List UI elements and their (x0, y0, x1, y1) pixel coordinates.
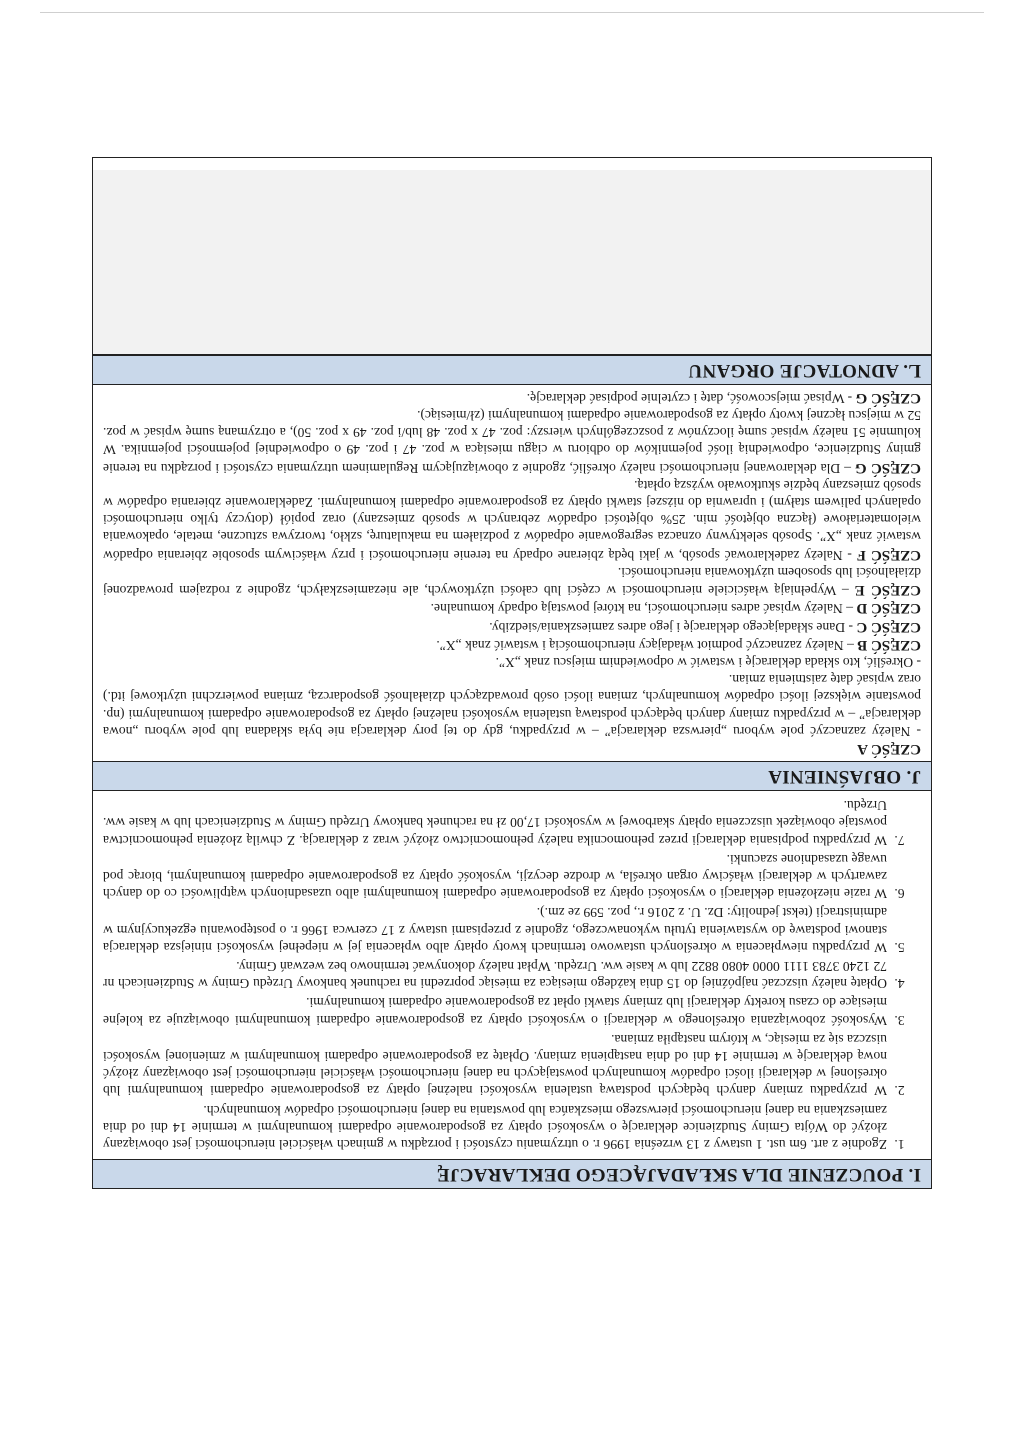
part-label: CZĘŚĆ F (856, 546, 921, 563)
instruction-item: 5. W przypadku niewpłacenia w określonych ustawowo terminach kwoty opłaty albo wpłacenia jej w niepełnej wysokości niniejsza deklaracja stanowi podstawę do wystawienia tytułu wykonawczego, zgodnie z przepisami ustawy z 17 czerwca 1966 r. o postępowaniu egzekucyjnym w administracji (tekst jednolity: Dz. U. z 2016 r., poz. 599 ze zm.). (103, 904, 891, 956)
instruction-item: 7. W przypadku podpisania deklaracji przez pełnomocnika należy pełnomocnictwo złożyć wraz z deklaracją. Z chwilą złożenia pełnomocnictwa powstaje obowiązek uiszczenia opłaty skarbowej w wysokości 17,00 zł na rachunek bankowy Urzędu Gminy w Studzienicach lub w kasie ww. Urzędu. (103, 797, 891, 849)
part-text: – Wypełniają właściciele nieruchomości w części lub całości użytkowych, ale niezamieszkałych, zgodnie z rodzajem prowadzonej działalności lub sposobem użytkowania nieruchomości. (103, 564, 921, 599)
part-d-explanation (103, 599, 921, 617)
part-text: - Wpisać miejscowość, datę i czytelnie podpisać deklarację. (526, 390, 856, 406)
part-text: – Dla deklarowanej nieruchomości należy określić, zgodnie z obowiązującym Regulaminem utrzymania czystości i porządku na terenie gminy Studzienice, odpowiednią ilość pojemników do odbioru w ciągu miesiąca w poz. 47 i poz. 49 o odpowiedniej pojemności pojemnika. W kolumnie 51 należy wpisać sumę iloczynów z poszczególnych wierszy: poz. 47 x poz. 48 lub/i poz. 49 x poz. 50), a otrzymaną sumę wpisać w poz. 52 w miejscu łącznej kwoty opłaty za gospodarowanie odpadami komunalnymi (zł/miesiąc). (103, 408, 921, 476)
part-a-title: CZĘŚĆ A (857, 740, 921, 757)
instruction-item: 4. Opłatę należy uiszczać najpóźniej do 15 dnia każdego miesiąca za miesiąc poprzedni na rachunek bankowy Urzędu Gminy w Studzienicach nr 72 1240 3783 1111 0000 4080 8822 lub w kasie ww. Urzędu. Wpłat należy dokonywać terminowo bez wezwań Gminy. (103, 958, 891, 992)
part-text: – Należy zaznaczyć podmiot władający nieruchomością i wstawić znak „X”. (436, 637, 858, 653)
part-f-explanation (103, 477, 921, 564)
part-text: – Należy wpisać adres nieruchomości, na której powstają odpady komunalne. (430, 601, 857, 617)
part-label: CZĘŚĆ D (856, 600, 921, 617)
part-g-signature-explanation (103, 389, 921, 407)
authority-notes-area (93, 170, 931, 355)
part-a-line: - Określić, kto składa deklarację i wstawić w odpowiednim miejscu znak „X”. (495, 654, 921, 670)
part-text: - Dane składającego deklarację i jego adres zamieszkania/siedziby. (489, 619, 857, 635)
part-label: CZĘŚĆ G (855, 389, 921, 406)
part-c-explanation (103, 617, 921, 635)
section-i-header: I. POUCZENIE DLA SKŁADAJĄCEGO DEKLARACJĘ (93, 1159, 931, 1188)
part-a-line: - Należy zaznaczyć pole wyboru „pierwsza deklaracja” – w przypadku, gdy do tej pory deklaracja nie była składana lub pole wyboru „nowa deklaracja” – w przypadku zmiany danych będących podstawą ustalenia wysokości należnej opłaty za gospodarowanie odpadami komunalnymi (np. powstanie większej ilości odpadów komunalnych, zmiana ilości osób prowadzących działalność gospodarczą, zmiana powierzchni użytkowej itd.) oraz wpisać datę zaistnienia zmian. (103, 672, 921, 739)
instruction-item: 3. Wysokość zobowiązania określonego w deklaracji o wysokości opłaty za gospodarowanie odpadami komunalnymi obowiązuje za kolejne miesiące do czasu korekty deklaracji lub zmiany stawki opłat za gospodarowanie odpadami komunalnymi. (103, 994, 891, 1028)
part-label: CZĘŚĆ E (854, 582, 921, 599)
part-b-explanation (103, 636, 921, 654)
instruction-item: 2. W przypadku zmiany danych będących podstawą ustalenia wysokości należnej opłaty za gospodarowanie odpadami komunalnymi lub określonej w deklaracji ilości odpadów komunalnych powstających na danej nieruchomości właściciel nieruchomości jest obowiązany złożyć nową deklarację w terminie 14 dni od dnia nastąpienia zmiany. Opłatę za gospodarowanie odpadami komunalnymi w zmienionej wysokości uiszcza się za miesiąc, w którym nastąpiła zmiana. (103, 1031, 891, 1100)
part-label: CZĘŚĆ B (857, 636, 921, 653)
part-g-explanation (103, 407, 921, 477)
part-label: CZĘŚĆ G (854, 459, 921, 476)
part-e-explanation (103, 564, 921, 599)
section-j-header: J. OBJAŚNIENIA (93, 761, 931, 791)
section-l-header: L. ADNOTACJE ORGANU (93, 355, 931, 385)
section-i-body (93, 791, 931, 1159)
declaration-form-frame (92, 157, 932, 1189)
part-label: CZĘŚĆ C (856, 618, 921, 635)
instruction-item: 6. W razie niezłożenia deklaracji o wysokości opłaty za gospodarowanie odpadami komunalnymi albo uzasadnionych wątpliwości co do danych zawartych w deklaracji właściwy organ określa, w drodze decyzji, wysokość opłaty za gospodarowanie odpadami komunalnymi, biorąc pod uwagę uzasadnione szacunki. (103, 851, 891, 903)
section-j-body (93, 385, 931, 761)
part-text: - Należy zadeklarować sposób, w jaki będą zbierane odpady na terenie nieruchomości i przy właściwym sposobie zbierania odpadów wstawić znak „X”. Sposób selektywny oznacza segregowanie odpadów z podziałem na makulaturę, szkło, tworzywa sztuczne, metale, opakowania wielomateriałowe (łączna objętość min. 25% objętości odpadów zebranych w sposób zmieszany) oraz popiół (dotyczy tylko nieruchomości opalanych paliwem stałym) i uprawnia do niższej stawki opłaty za gospodarowanie odpadami komunalnymi. Zadeklarowanie zbierania odpadów w sposób zmieszany będzie skutkowało wyższą opłatą. (103, 477, 921, 563)
scan-edge-line (40, 12, 984, 13)
instruction-item: 1. Zgodnie z art. 6m ust. 1 ustawy z 13 września 1996 r. o utrzymaniu czystości i porządku w gminach właściciel nieruchomości jest obowiązany złożyć do Wójta Gminy Studzienice deklarację o wysokości opłaty za gospodarowanie odpadami komunalnymi w terminie 14 dni od dnia zamieszkania na danej nieruchomości pierwszego mieszkańca lub powstania na danej nieruchomości odpadów komunalnych. (103, 1101, 891, 1153)
instruction-list (103, 797, 921, 1153)
